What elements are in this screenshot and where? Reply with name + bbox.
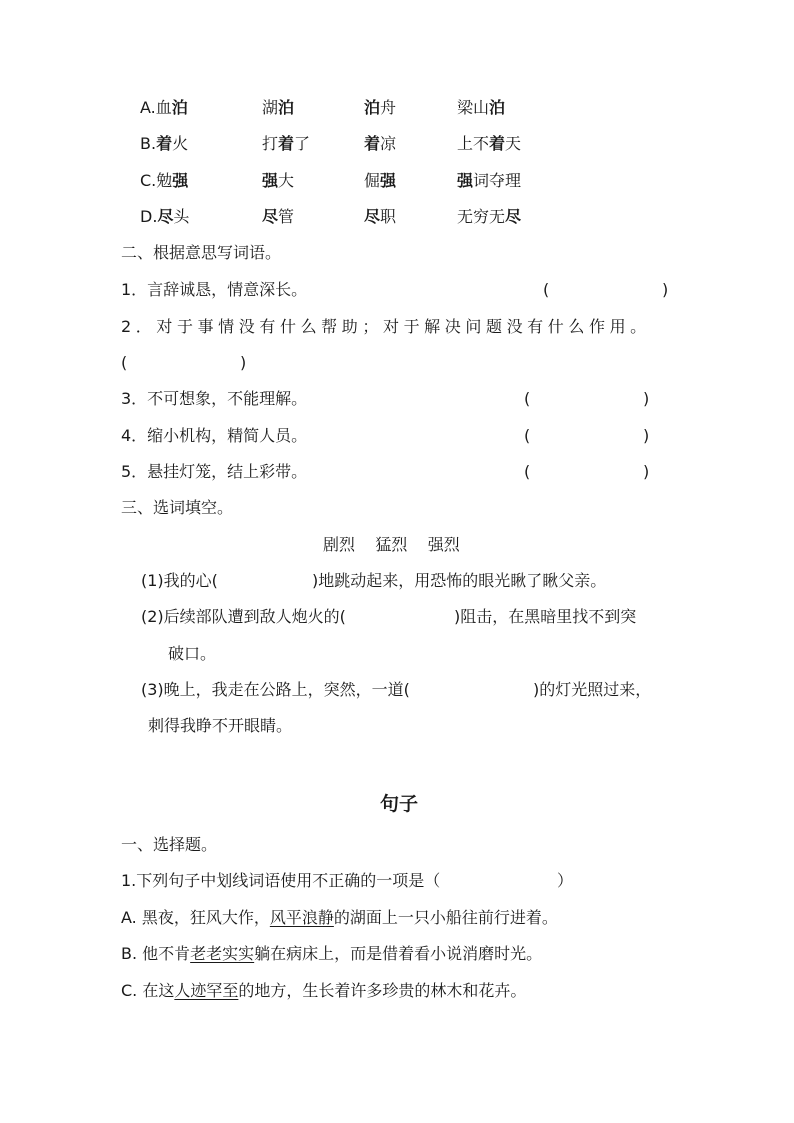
sentence-question-1: 1.下列句子中划线词语使用不正确的一项是（ (121, 871, 441, 890)
section-title: 句子 (380, 793, 419, 815)
answer-paren-open-1: ( (543, 280, 550, 299)
option-b-word-1: B.着火 (140, 134, 189, 153)
fill-3-before: (3)晚上，我走在公路上，突然，一道( (141, 680, 410, 699)
sentence-heading: 一、选择题。 (121, 835, 218, 854)
section2-question-3: 3．不可想象，不能理解。 (121, 389, 308, 408)
option-c-word-2: 强大 (262, 171, 295, 190)
option-a-sentence: A. 黑夜，狂风大作，风平浪静的湖面上一只小船往前行进着。 (121, 908, 558, 927)
fill-3-continued: 刺得我睁不开眼睛。 (148, 716, 293, 735)
answer-paren-close-5: ) (643, 462, 650, 481)
option-b-word-3: 着凉 (364, 134, 397, 153)
option-b-word-2: 打着了 (262, 134, 311, 153)
option-d-word-1: D.尽头 (140, 207, 190, 226)
section3-heading: 三、选词填空。 (121, 498, 234, 517)
option-c-sentence: C. 在这人迹罕至的地方，生长着许多珍贵的林木和花卉。 (121, 981, 527, 1000)
option-d-word-4: 无穷无尽 (457, 207, 522, 226)
option-a-word-3: 泊舟 (364, 98, 397, 117)
underlined-word-c: 人迹罕至 (174, 981, 239, 1000)
option-b-sentence: B. 他不肯老老实实躺在病床上，而是借着看小说消磨时光。 (121, 944, 543, 963)
underlined-word-a: 风平浪静 (269, 908, 334, 927)
fill-2-continued: 破口。 (168, 644, 217, 663)
section2-question-2: 2．对于事情没有什么帮助；对于解决问题没有什么作用。 (121, 317, 651, 336)
section2-question-4: 4．缩小机构，精简人员。 (121, 426, 308, 445)
answer-paren-close-4: ) (643, 426, 650, 445)
option-c-word-3: 倔强 (364, 171, 397, 190)
section2-heading: 二、根据意思写词语。 (121, 243, 282, 262)
answer-paren-open-3: ( (524, 389, 531, 408)
word-bank: 剧烈 猛烈 强烈 (323, 535, 460, 554)
answer-paren-close-1: ) (662, 280, 669, 299)
section2-question-1: 1．言辞诚恳，情意深长。 (121, 280, 308, 299)
fill-1-after: )地跳动起来，用恐怖的眼光瞅了瞅父亲。 (312, 571, 607, 590)
option-d-word-2: 尽管 (262, 207, 295, 226)
option-c-word-1: C.勉强 (140, 171, 189, 190)
answer-paren-open-5: ( (524, 462, 531, 481)
answer-paren-open-2: ( (121, 353, 128, 372)
answer-paren-close-2: ) (240, 353, 247, 372)
fill-2-after: )阻击，在黑暗里找不到突 (454, 607, 637, 626)
sentence-question-1-paren-close: ） (557, 871, 574, 890)
option-a-word-4: 梁山泊 (457, 98, 506, 117)
answer-paren-close-3: ) (643, 389, 650, 408)
option-b-word-4: 上不着天 (457, 134, 522, 153)
option-c-word-4: 强词夺理 (457, 171, 522, 190)
fill-3-after: )的灯光照过来， (533, 680, 652, 699)
answer-paren-open-4: ( (524, 426, 531, 445)
option-a-word-1: A.血泊 (140, 98, 188, 117)
option-d-word-3: 尽职 (364, 207, 397, 226)
fill-2-before: (2)后续部队遭到敌人炮火的( (141, 607, 346, 626)
underlined-word-b: 老老实实 (190, 944, 255, 963)
option-a-word-2: 湖泊 (262, 98, 295, 117)
section2-question-5: 5．悬挂灯笼，结上彩带。 (121, 462, 308, 481)
fill-1-before: (1)我的心( (141, 571, 218, 590)
